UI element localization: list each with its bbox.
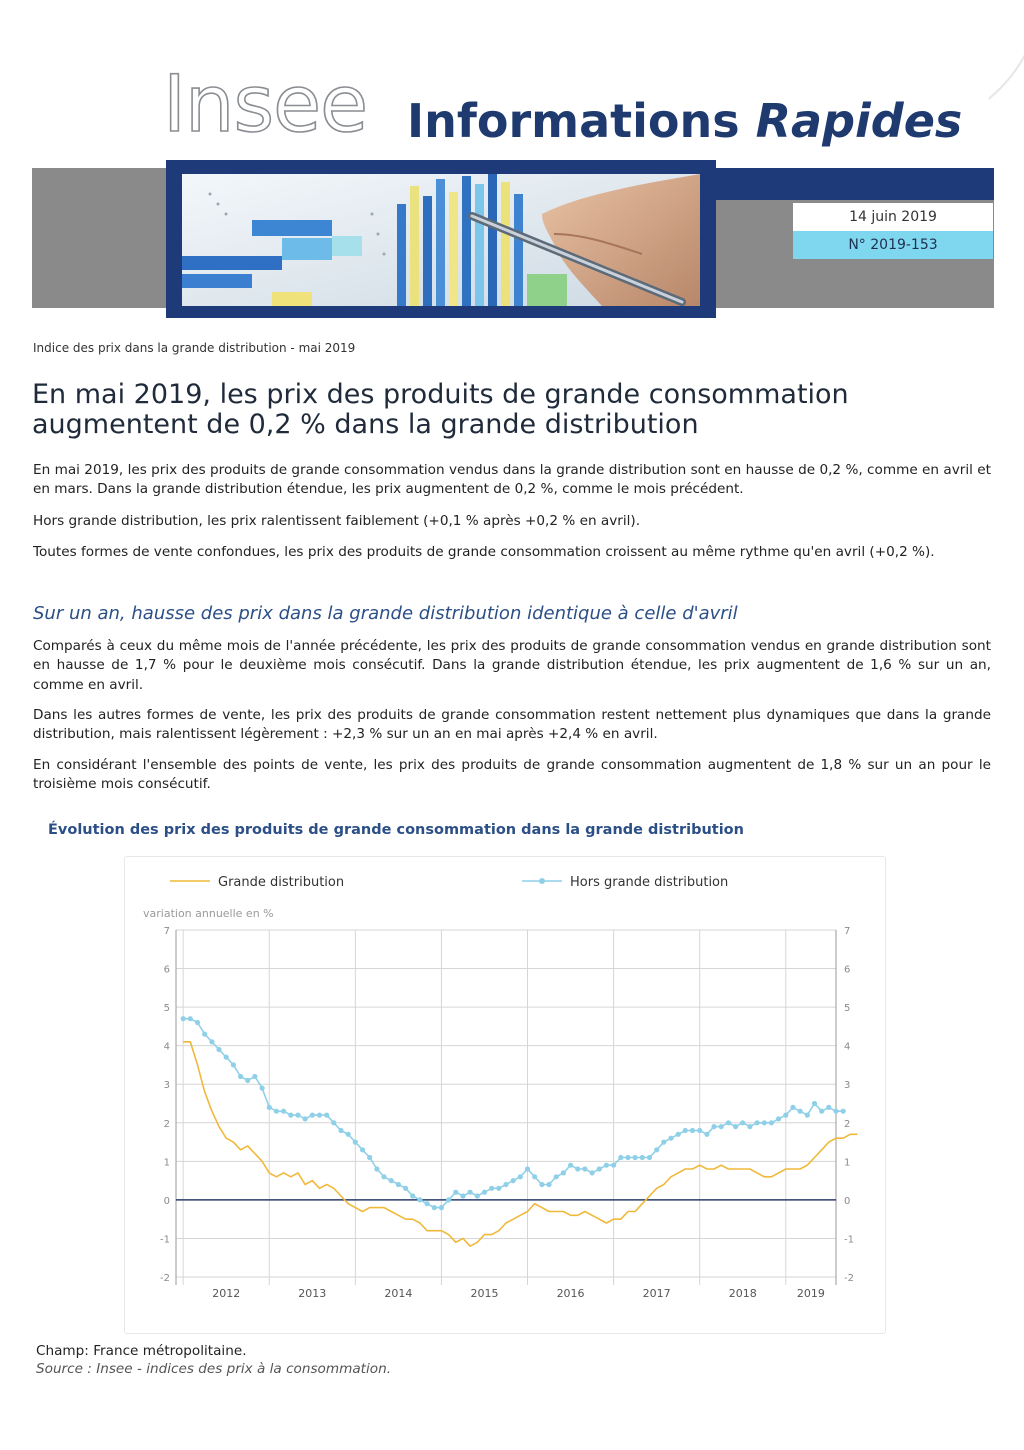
data-point-hors — [238, 1074, 243, 1079]
data-point-hors — [274, 1109, 279, 1114]
data-point-hors — [511, 1178, 516, 1183]
paragraph-5: Dans les autres formes de vente, les prix des produits de grande consommation restent nettement plus dynamiques que dans la grande distribution, mais ralentissent légèrement : +2,3 % sur un an en mai après +2,4 % en avril. — [33, 707, 991, 743]
footnote-source: Source : Insee - indices des prix à la consommation. — [36, 1361, 392, 1377]
data-point-hors — [733, 1124, 738, 1129]
paragraph-2: Hors grande distribution, les prix ralentissent faiblement (+0,1 % après +0,2 % en avril). — [33, 513, 641, 529]
data-point-hors — [704, 1132, 709, 1137]
data-point-hors — [525, 1166, 530, 1171]
data-point-hors — [833, 1109, 838, 1114]
data-point-hors — [446, 1197, 451, 1202]
data-point-hors — [252, 1074, 257, 1079]
x-tick-label: 2012 — [212, 1287, 241, 1300]
y-tick-label: 7 — [163, 926, 170, 937]
paragraph-6: En considérant l'ensemble des points de vente, les prix des produits de grande consommation augmentent de 1,8 % sur un an pour le troisième mois consécutif. — [33, 757, 991, 793]
data-point-hors — [812, 1101, 817, 1106]
data-point-hors — [475, 1193, 480, 1198]
data-point-hors — [590, 1170, 595, 1175]
data-point-hors — [432, 1205, 437, 1210]
data-point-hors — [755, 1120, 760, 1125]
y-tick-label: -2 — [844, 1273, 854, 1284]
data-point-hors — [561, 1170, 566, 1175]
y-tick-label: 5 — [844, 1003, 851, 1015]
data-point-hors — [374, 1166, 379, 1171]
data-point-hors — [640, 1155, 645, 1160]
x-tick-label: 2019 — [796, 1287, 825, 1300]
data-point-hors — [518, 1174, 523, 1179]
x-tick-label: 2016 — [556, 1287, 585, 1300]
chart-series — [181, 1016, 858, 1246]
data-point-hors — [546, 1182, 551, 1187]
data-point-hors — [654, 1147, 659, 1152]
y-tick-label: 0 — [163, 1195, 170, 1207]
paragraph-4: Comparés à ceux du même mois de l'année précédente, les prix des produits de grande consommation vendus en grande distribution sont en hausse de 1,7 % pour le deuxième mois consécutif. Dans la grande distribution étendue, les prix augmentent de 1,6 % sur un an, comme en avril. — [33, 638, 991, 693]
data-point-hors — [539, 1182, 544, 1187]
data-point-hors — [575, 1166, 580, 1171]
data-point-hors — [468, 1190, 473, 1195]
data-point-hors — [453, 1190, 458, 1195]
data-point-hors — [618, 1155, 623, 1160]
data-point-hors — [367, 1155, 372, 1160]
publication-title-main: Informations — [407, 94, 740, 148]
data-point-hors — [747, 1124, 752, 1129]
data-point-hors — [353, 1140, 358, 1145]
data-point-hors — [582, 1166, 587, 1171]
y-tick-label: 6 — [844, 964, 851, 976]
data-point-hors — [295, 1113, 300, 1118]
data-point-hors — [460, 1193, 465, 1198]
series-line-grande — [183, 1042, 857, 1246]
data-point-hors — [633, 1155, 638, 1160]
data-point-hors — [496, 1186, 501, 1191]
data-point-hors — [604, 1163, 609, 1168]
x-tick-label: 2014 — [384, 1287, 413, 1300]
x-tick-label: 2013 — [298, 1287, 327, 1300]
data-point-hors — [532, 1174, 537, 1179]
line-chart — [125, 857, 887, 1335]
y-tick-label: 3 — [844, 1080, 851, 1092]
data-point-hors — [231, 1062, 236, 1067]
data-point-hors — [216, 1047, 221, 1052]
data-point-hors — [690, 1128, 695, 1133]
data-point-hors — [776, 1116, 781, 1121]
data-point-hors — [719, 1124, 724, 1129]
y-axis-label: variation annuelle en % — [143, 907, 274, 920]
hero-chart-illustration — [182, 174, 700, 306]
data-point-hors — [324, 1113, 329, 1118]
publication-number: N° 2019-153 — [793, 231, 993, 259]
chart-title: Évolution des prix des produits de grande consommation dans la grande distribution — [48, 822, 744, 838]
article-headline: En mai 2019, les prix des produits de grande consommation augmentent de 0,2 % dans la grande distribution — [32, 379, 849, 440]
y-tick-label: 1 — [844, 1157, 851, 1169]
y-tick-label: 7 — [844, 926, 851, 937]
data-point-hors — [762, 1120, 767, 1125]
data-point-hors — [245, 1078, 250, 1083]
data-point-hors — [281, 1109, 286, 1114]
x-axis — [212, 1287, 825, 1300]
data-point-hors — [360, 1147, 365, 1152]
footnote-champ: Champ: France métropolitaine. — [36, 1343, 247, 1359]
chart-container — [124, 856, 886, 1334]
data-point-hors — [841, 1109, 846, 1114]
paragraph-1: En mai 2019, les prix des produits de grande consommation vendus dans la grande distribution sont en hausse de 0,2 %, comme en avril et en mars. Dans la grande distribution étendue, les prix augmentent de 0,2 %, comme le mois précédent. — [33, 462, 991, 498]
data-point-hors — [267, 1105, 272, 1110]
data-point-hors — [188, 1016, 193, 1021]
data-point-hors — [389, 1178, 394, 1183]
data-point-hors — [647, 1155, 652, 1160]
data-point-hors — [819, 1109, 824, 1114]
data-point-hors — [224, 1055, 229, 1060]
data-point-hors — [769, 1120, 774, 1125]
data-point-hors — [783, 1113, 788, 1118]
y-tick-label: 2 — [163, 1118, 170, 1130]
y-tick-label: -1 — [844, 1234, 854, 1246]
data-point-hors — [683, 1128, 688, 1133]
x-tick-label: 2017 — [642, 1287, 671, 1300]
y-tick-label: 6 — [163, 964, 170, 976]
data-point-hors — [381, 1174, 386, 1179]
legend-marker-hors — [539, 878, 545, 884]
data-point-hors — [482, 1190, 487, 1195]
data-point-hors — [726, 1120, 731, 1125]
data-point-hors — [417, 1197, 422, 1202]
data-point-hors — [209, 1039, 214, 1044]
data-point-hors — [403, 1186, 408, 1191]
data-point-hors — [396, 1182, 401, 1187]
chart-legend — [170, 875, 728, 890]
data-point-hors — [826, 1105, 831, 1110]
paragraph-3: Toutes formes de vente confondues, les prix des produits de grande consommation croissent au même rythme qu'en avril (+0,2 %). — [33, 544, 935, 560]
y-tick-label: 1 — [163, 1157, 170, 1169]
y-tick-label: -2 — [160, 1273, 170, 1284]
x-tick-label: 2018 — [728, 1287, 757, 1300]
data-point-hors — [338, 1128, 343, 1133]
data-point-hors — [568, 1163, 573, 1168]
legend-label-hors: Hors grande distribution — [570, 875, 729, 890]
y-tick-label: 5 — [163, 1003, 170, 1015]
data-point-hors — [288, 1113, 293, 1118]
data-point-hors — [489, 1186, 494, 1191]
y-tick-label: 4 — [163, 1041, 170, 1053]
data-point-hors — [303, 1116, 308, 1121]
data-point-hors — [597, 1166, 602, 1171]
data-point-hors — [439, 1205, 444, 1210]
data-point-hors — [805, 1113, 810, 1118]
chart-grid — [176, 930, 836, 1285]
data-point-hors — [697, 1128, 702, 1133]
data-point-hors — [195, 1020, 200, 1025]
y-tick-label: -1 — [160, 1234, 170, 1246]
y-axis-left — [160, 926, 170, 1284]
data-point-hors — [711, 1124, 716, 1129]
data-point-hors — [331, 1120, 336, 1125]
data-point-hors — [790, 1105, 795, 1110]
publication-date: 14 juin 2019 — [793, 203, 993, 231]
section-subheading: Sur un an, hausse des prix dans la grande distribution identique à celle d'avril — [33, 603, 738, 624]
data-point-hors — [611, 1163, 616, 1168]
legend-label-grande: Grande distribution — [218, 875, 345, 890]
article-kicker: Indice des prix dans la grande distribution - mai 2019 — [33, 341, 356, 355]
data-point-hors — [346, 1132, 351, 1137]
data-point-hors — [425, 1201, 430, 1206]
publication-title-accent: Rapides — [755, 94, 963, 148]
data-point-hors — [798, 1109, 803, 1114]
data-point-hors — [410, 1193, 415, 1198]
data-point-hors — [260, 1086, 265, 1091]
insee-logo[interactable]: Insee — [163, 60, 368, 150]
y-axis-right — [844, 926, 854, 1284]
data-point-hors — [503, 1182, 508, 1187]
data-point-hors — [668, 1136, 673, 1141]
data-point-hors — [676, 1132, 681, 1137]
x-tick-label: 2015 — [470, 1287, 499, 1300]
y-tick-label: 3 — [163, 1080, 170, 1092]
data-point-hors — [310, 1113, 315, 1118]
publication-title — [407, 94, 963, 148]
data-point-hors — [317, 1113, 322, 1118]
y-tick-label: 2 — [844, 1118, 851, 1130]
data-point-hors — [202, 1032, 207, 1037]
data-point-hors — [740, 1120, 745, 1125]
y-tick-label: 0 — [844, 1195, 851, 1207]
data-point-hors — [181, 1016, 186, 1021]
hero-image — [182, 174, 700, 306]
data-point-hors — [554, 1174, 559, 1179]
data-point-hors — [661, 1140, 666, 1145]
data-point-hors — [625, 1155, 630, 1160]
y-tick-label: 4 — [844, 1041, 851, 1053]
